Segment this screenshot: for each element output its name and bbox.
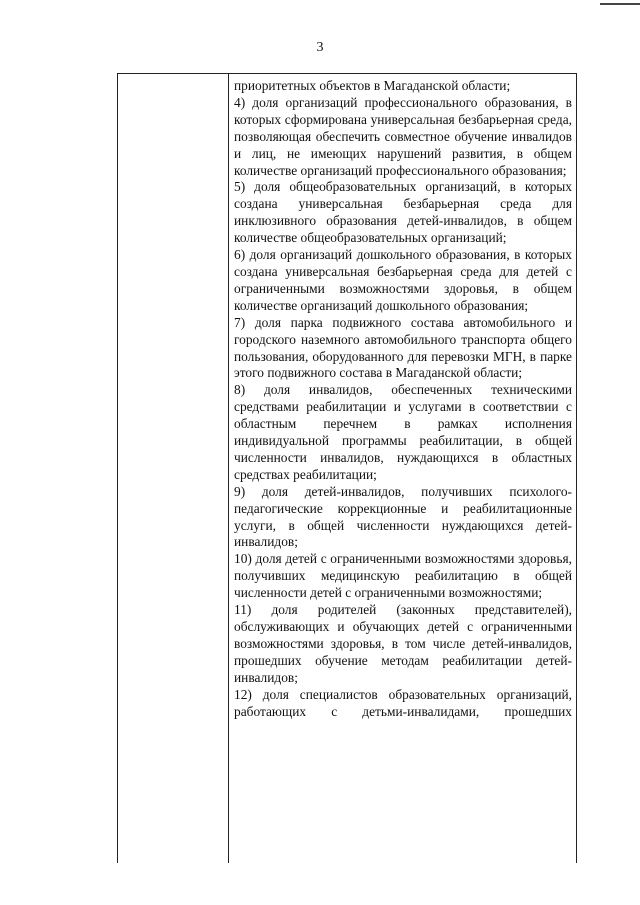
indicator-paragraph: 10) доля детей с ограниченными возможностями здоровья, получивших медицинскую реабилитацию в общей численности детей с ограниченными возможностями; — [234, 551, 572, 601]
indicator-paragraph: приоритетных объектов в Магаданской области; — [234, 78, 511, 93]
indicator-paragraph: 8) доля инвалидов, обеспеченных техническими средствами реабилитации и услугами в соответствии с областным перечнем в рамках исполнения индивидуальной программы реабилитации, в общей численности инвалидов, нуждающихся в областных средствах реабилитации; — [234, 382, 572, 482]
page-number: 3 — [316, 40, 324, 55]
indicators-list — [234, 78, 572, 720]
indicator-paragraph: 12) доля специалистов образовательных организаций, работающих с детьми-инвалидами, прошедших — [234, 686, 572, 719]
indicator-paragraph: 7) доля парка подвижного состава автомобильного и городского наземного автомобильного транспорта общего пользования, оборудованного для перевозки МГН, в парке этого подвижного состава в Магаданской области; — [234, 314, 572, 381]
scan-corner-mark — [600, 3, 640, 5]
indicator-paragraph: 4) доля организаций профессионального образования, в которых сформирована универсальная безбарьерная среда, позволяющая обеспечить совместное обучение инвалидов и лиц, не имеющих нарушений развития, в общем количестве организаций профессионального образования; — [234, 94, 572, 178]
indicator-paragraph: 11) доля родителей (законных представителей), обслуживающих и обучающих детей с ограниченными возможностями здоровья, в том числе детей-инвалидов, прошедших обучение методам реабилитации детей-инвалидов; — [234, 602, 572, 685]
table-column-divider — [228, 74, 229, 863]
indicator-paragraph: 5) доля общеобразовательных организаций, в которых создана универсальная безбарьерная среда для инклюзивного образования детей-инвалидов, в общем количестве общеобразовательных организаций; — [234, 179, 572, 246]
indicator-paragraph: 9) доля детей-инвалидов, получивших психолого-педагогические коррекционные и реабилитационные услуги, в общей численности нуждающихся детей-инвалидов; — [234, 483, 572, 550]
indicators-table — [117, 73, 577, 863]
indicator-paragraph: 6) доля организаций дошкольного образования, в которых создана универсальная безбарьерная среда для детей с ограниченными возможностями здоровья, в общем количестве организаций дошкольного образования; — [234, 247, 572, 313]
